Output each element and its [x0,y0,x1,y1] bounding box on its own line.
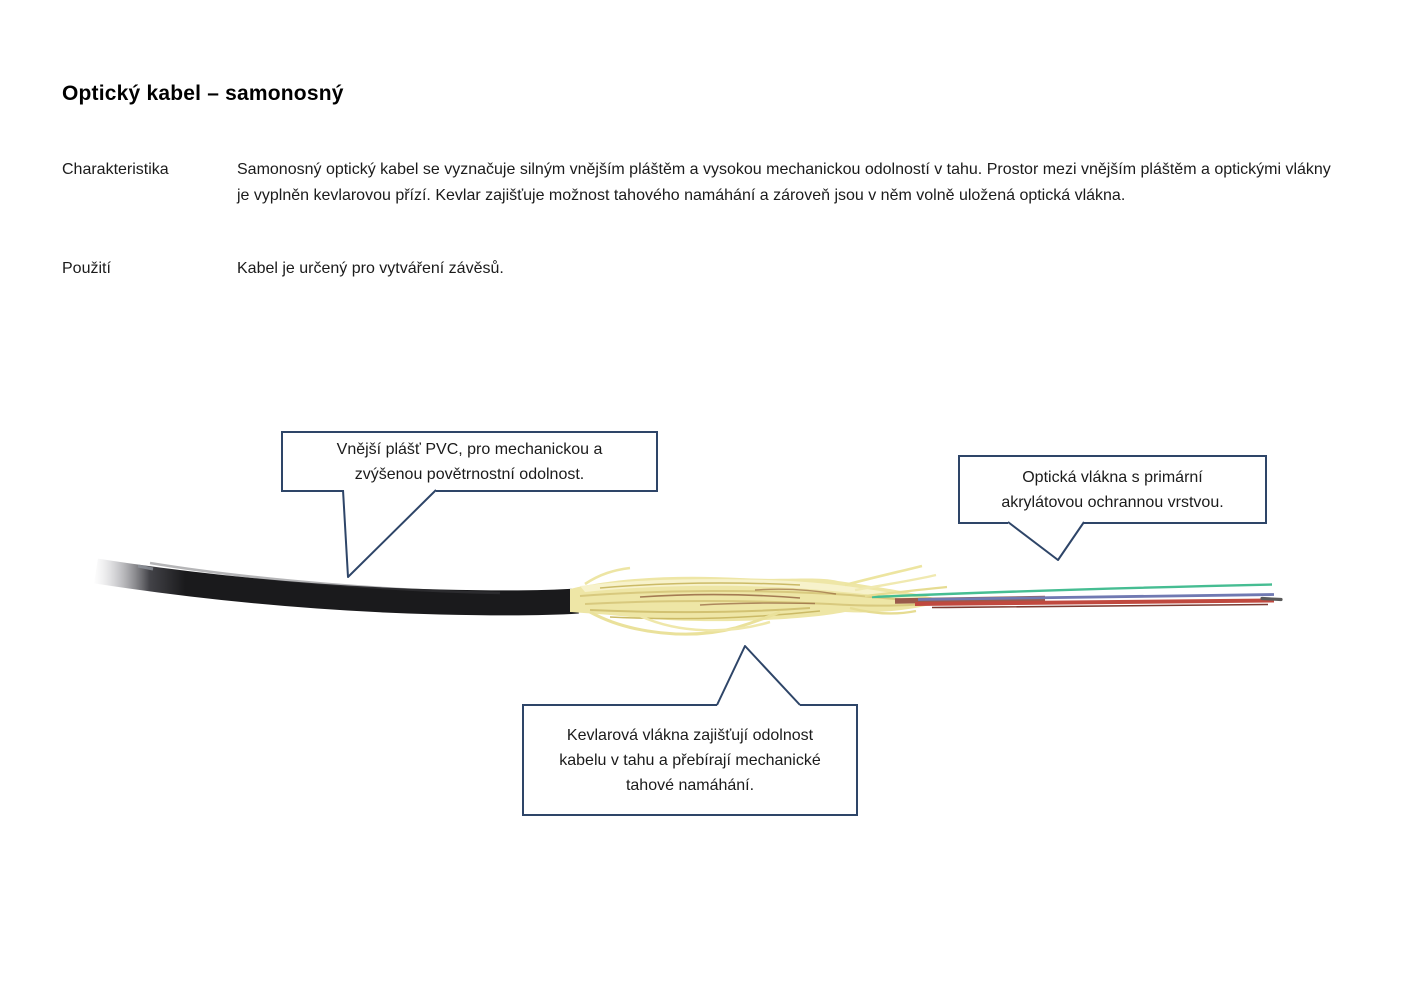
fiber-red [915,601,1274,605]
pointer-jacket [343,490,436,577]
fiber-blue [918,595,1274,600]
callout-kevlar-line-2: kabelu v tahu a přebírají mechanické [559,751,821,769]
pointer-optical-fibers [1008,522,1084,560]
page-title-text: Optický kabel – samonosný [62,82,344,105]
callout-fibers-line-2: akrylátovou ochrannou vrstvou. [1001,493,1224,511]
callout-kevlar-line-3: tahové namáhání. [625,776,755,794]
cable-jacket [96,563,578,603]
label-pouziti: Použití [62,260,111,277]
callout-optical-fibers [958,455,1267,524]
page-title [62,82,344,106]
fiber-end-tip [1262,599,1281,600]
callout-kevlar-line-1: Kevlarová vlákna zajišťují odolnost [566,726,814,744]
optical-fibers [872,585,1281,608]
callout-fibers-line-1: Optická vlákna s primární [1022,468,1203,486]
fiber-maroon [932,605,1268,608]
text-pouziti: Kabel je určený pro vytváření závěsů. [237,260,504,277]
callout-jacket-line-1: Vnější plášť PVC, pro mechanickou a [336,440,603,458]
label-charakteristika: Charakteristika [62,161,169,178]
kevlar-fray-tips [845,566,947,596]
pointer-kevlar [717,646,800,705]
text-charakteristika: Samonosný optický kabel se vyznačuje silným vnějším pláštěm a vysokou mechanickou odolností v tahu. Prostor mezi vnějším pláštěm a optickými vlákny je vyplněn kevlarovou přízí. Kevlar zajišťuje možnost tahového namáhání a zároveň jsou v něm volně uložená optická vlákna. [237,161,1331,204]
callout-jacket-line-2: zvýšenou povětrnostní odolnost. [354,465,585,483]
callout-kevlar [522,704,858,816]
fiber-green [872,585,1272,598]
callout-jacket [281,431,658,492]
kevlar-yarn [570,568,934,634]
jacket-print-mark [138,566,153,569]
